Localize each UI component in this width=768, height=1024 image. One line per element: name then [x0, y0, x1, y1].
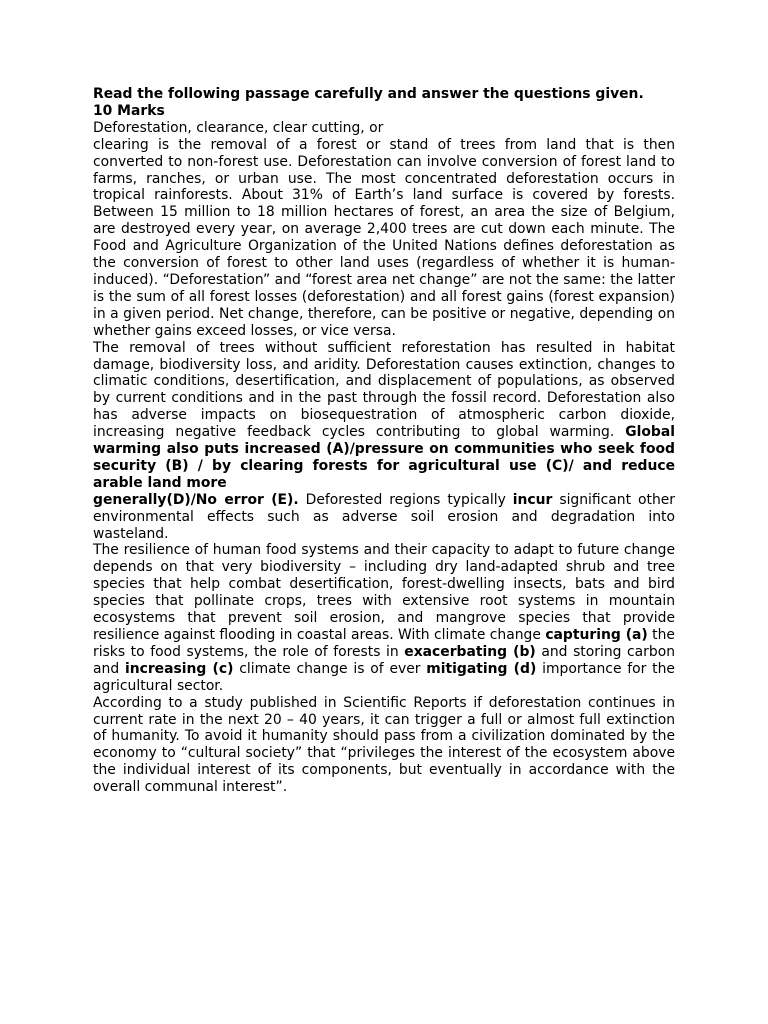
document-page	[93, 86, 675, 796]
paragraph-3	[93, 542, 675, 694]
marks-text: 10 Marks	[93, 102, 165, 119]
paragraph-3-text-1: the risks to food systems, the role of forests in	[93, 627, 675, 660]
instruction-text: Read the following passage carefully and answer the questions given.	[93, 86, 644, 102]
paragraph-3-start: The resilience of human food systems and their capacity to adapt to future change depends on that very biodiversity – including dry land-adapted shrub and tree species that help combat desertification, forest-dwelling insects, bats and bird species that pollinate crops, trees with extensive root systems in mountain ecosystems that prevent soil erosion, and mangrove species that provide resilience against flooding in coastal areas. With climate change	[93, 542, 675, 643]
option-exacerbating: exacerbating (b)	[404, 643, 536, 660]
paragraph-1: clearing is the removal of a forest or stand of trees from land that is then converted to non-forest use. Deforestation can involve conversion of forest land to farms, ranches, or urban use. The most concentrated deforestation occurs in tropical rainforests. About 31% of Earth’s land surface is covered by forests. Between 15 million to 18 million hectares of forest, an area the size of Belgium, are destroyed every year, on average 2,400 trees are cut down each minute. The Food and Agriculture Organization of the United Nations defines deforestation as the conversion of forest to other land uses (regardless of whether it is human-induced). “Deforestation” and “forest area net change” are not the same: the latter is the sum of all forest losses (deforestation) and all forest gains (forest expansion) in a given period. Net change, therefore, can be positive or negative, depending on whether gains exceed losses, or vice versa.	[93, 136, 675, 339]
option-increasing: increasing (c)	[124, 660, 234, 677]
paragraph-2-text: The removal of trees without sufficient reforestation has resulted in habitat damage, biodiversity loss, and aridity. Deforestation causes extinction, changes to climatic conditions, desertification, and displacement of populations, as observed by current conditions and in the past through the fossil record. Deforestation also has adverse impacts on biosequestration of atmospheric carbon dioxide, increasing negative feedback cycles contributing to global warming.	[93, 339, 675, 441]
question-heading	[93, 86, 675, 120]
paragraph-2-continuation: Deforested regions typically	[298, 491, 513, 508]
paragraph-3-text-2: and storing carbon and	[93, 643, 676, 677]
paragraph-3-end: importance for the agricultural sector.	[93, 660, 675, 694]
word-incur: incur	[512, 491, 553, 508]
option-capturing: capturing (a)	[545, 627, 648, 643]
paragraph-2	[93, 340, 675, 543]
paragraph-4: According to a study published in Scientific Reports if deforestation continues in current rate in the next 20 – 40 years, it can trigger a full or almost full extinction of humanity. To avoid it humanity should pass from a civilization dominated by the economy to “cultural society” that “privileges the interest of the ecosystem above the individual interest of its components, but eventually in accordance with the overall communal interest”.	[93, 694, 675, 796]
intro-line: Deforestation, clearance, clear cutting, or	[93, 119, 384, 136]
error-sentence-part-2: generally(D)/No error (E).	[93, 491, 299, 508]
error-sentence-part-1: Global warming also puts increased (A)/pressure on communities who seek food security (B) / by clearing forests for agricultural use (C)/ and reduce arable land more	[93, 424, 675, 491]
option-mitigating: mitigating (d)	[426, 660, 537, 677]
paragraph-2-end: significant other environmental effects such as adverse soil erosion and degradation into wasteland.	[93, 491, 676, 542]
paragraph-3-text-3: climate change is of ever	[233, 660, 427, 677]
